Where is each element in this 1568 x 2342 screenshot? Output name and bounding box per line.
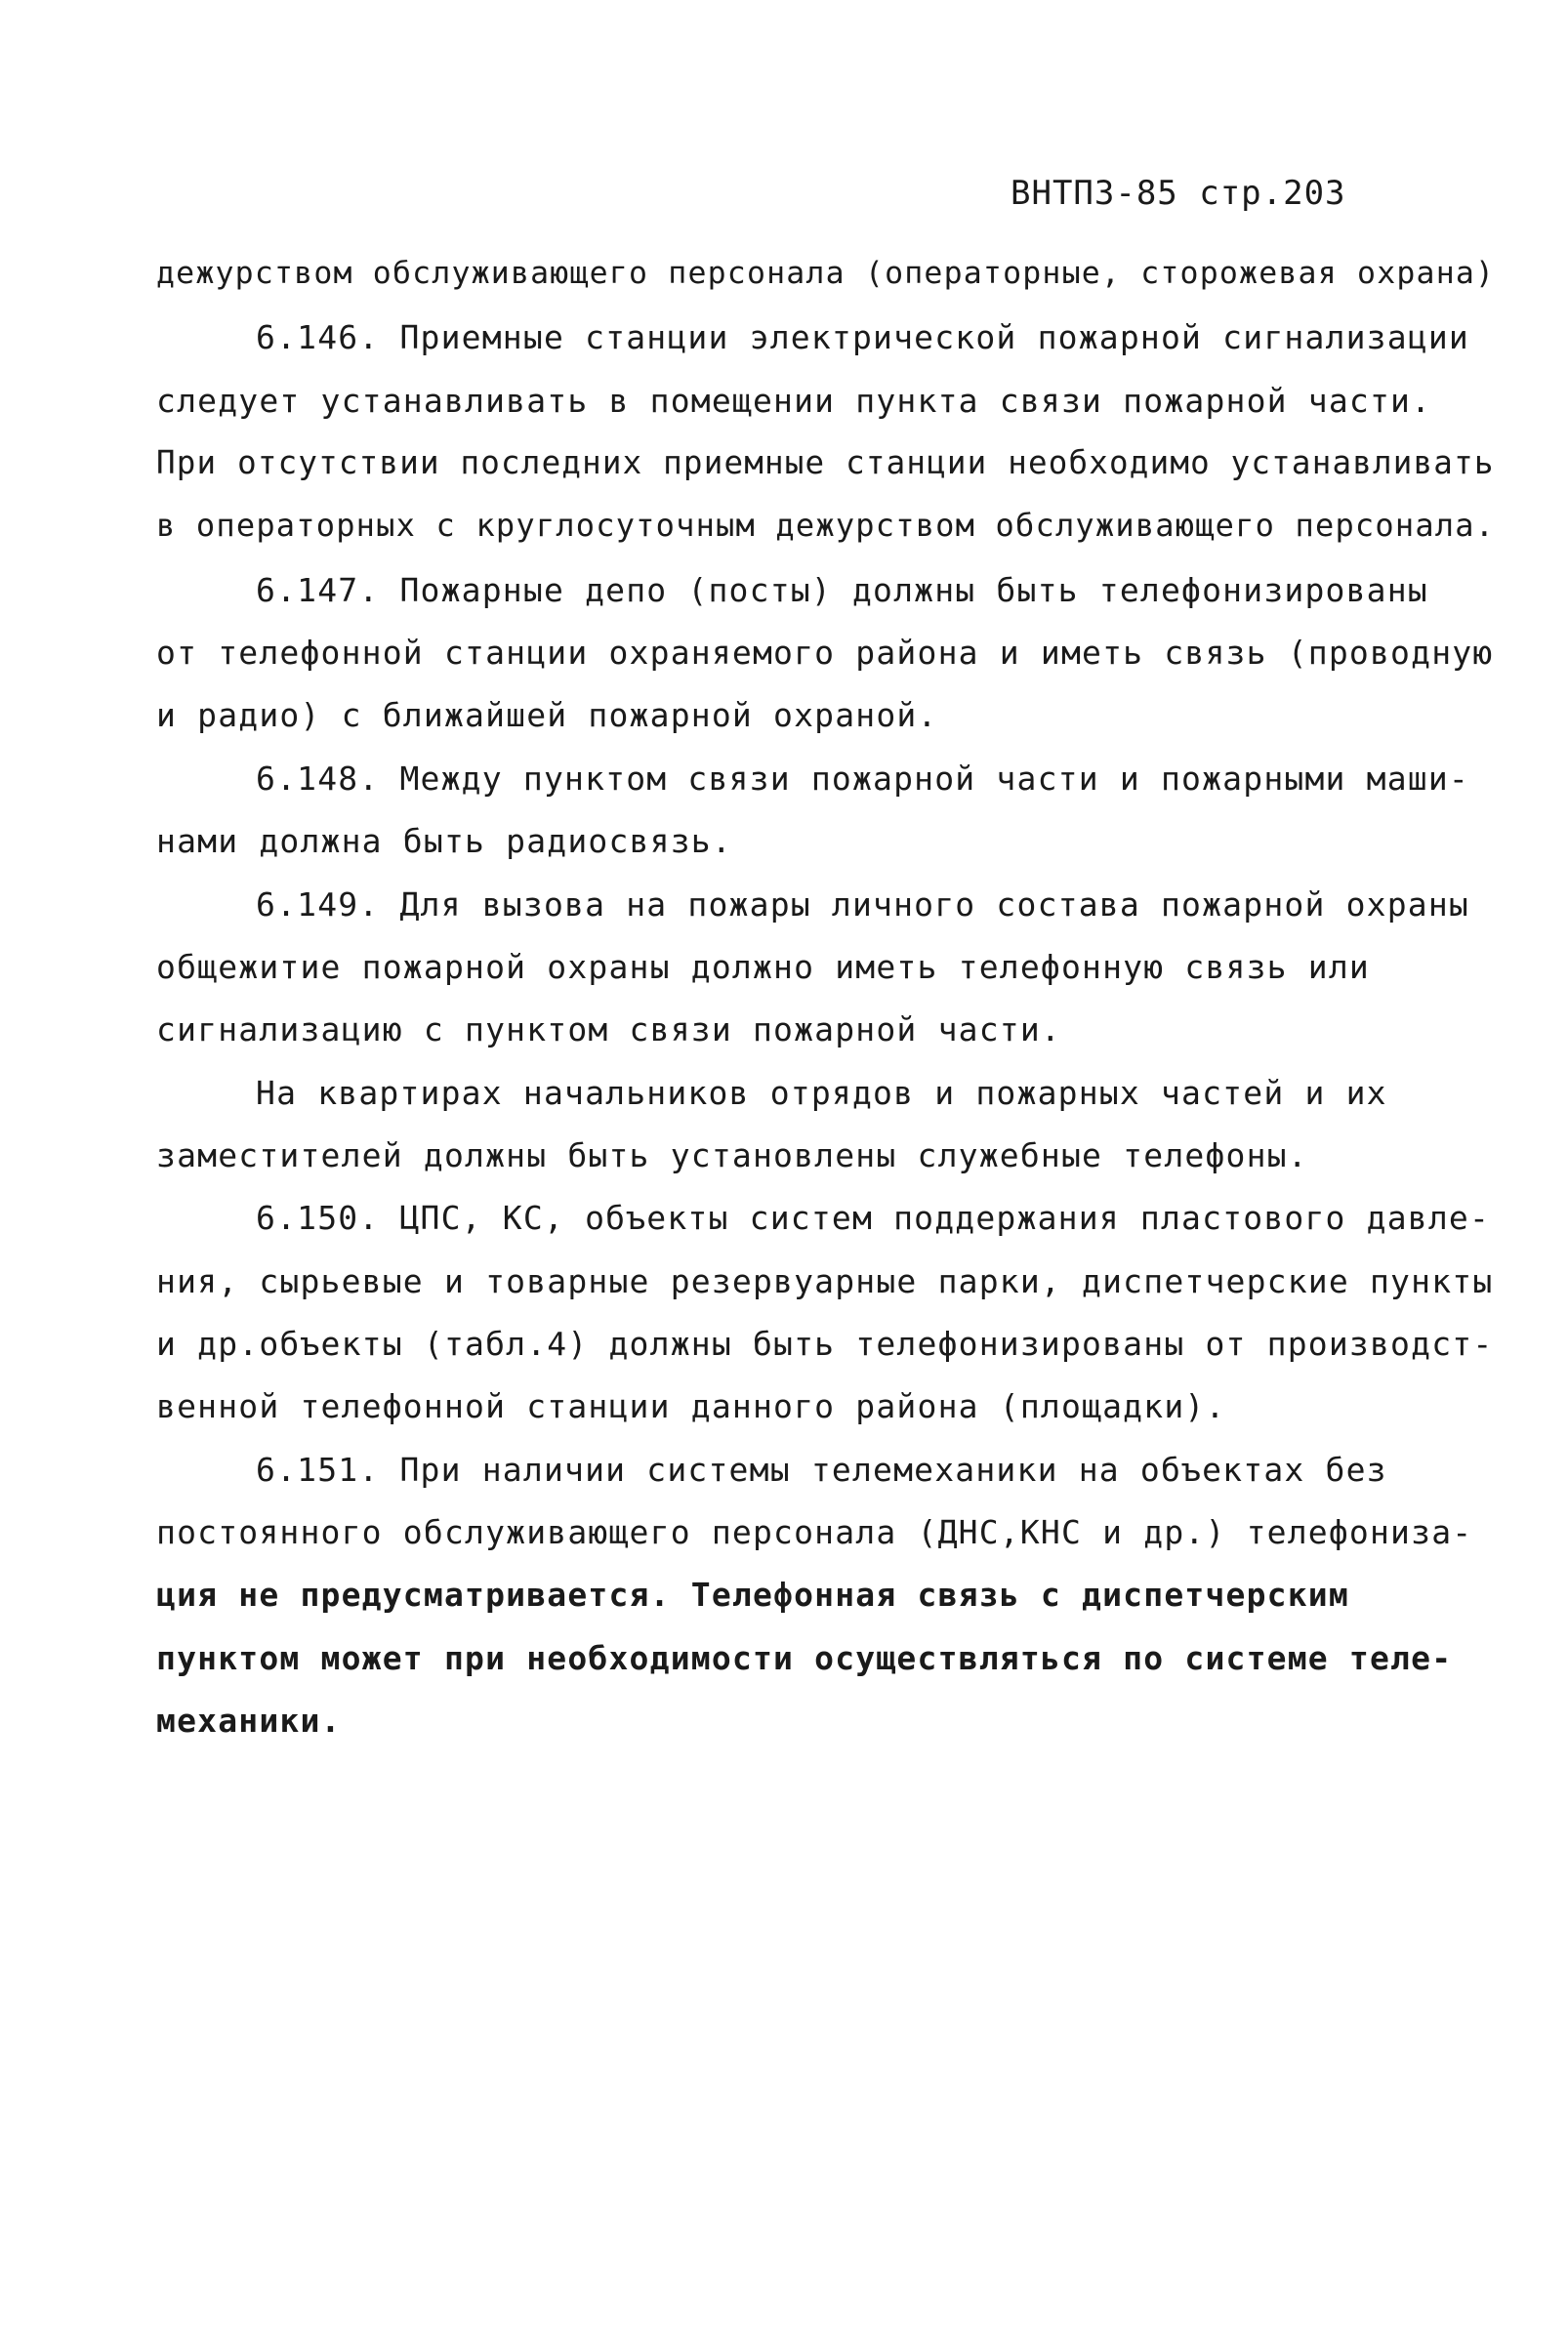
text-line: пунктом может при необходимости осуществляться по системе теле- xyxy=(156,1639,1453,1677)
text-line: ция не предусматривается. Телефонная связь с диспетчерским xyxy=(156,1576,1349,1614)
text-line: заместителей должны быть установлены служебные телефоны. xyxy=(156,1136,1308,1174)
text-line: сигнализацию с пунктом связи пожарной части. xyxy=(156,1010,1061,1048)
text-line: венной телефонной станции данного района (площадки). xyxy=(156,1387,1226,1425)
text-line: в операторных с круглосуточным дежурством обслуживающего персонала. xyxy=(156,507,1496,544)
text-line: общежитие пожарной охраны должно иметь телефонную связь или xyxy=(156,948,1370,986)
paragraph-6-151-line: 6.151. При наличии системы телемеханики на объектах без xyxy=(256,1451,1387,1489)
paragraph-6-148-line: 6.148. Между пунктом связи пожарной части и пожарными маши- xyxy=(256,760,1469,798)
text-line: от телефонной станции охраняемого района и иметь связь (проводную xyxy=(156,634,1494,672)
paragraph-6-150-line: 6.150. ЦПС, КС, объекты систем поддержания пластового давле- xyxy=(256,1199,1491,1237)
text-line: нами должна быть радиосвязь. xyxy=(156,822,732,860)
page-header-doc-ref: ВНТПЗ-85 стр.203 xyxy=(1011,174,1346,213)
paragraph-6-149-line: 6.149. Для вызова на пожары личного состава пожарной охраны xyxy=(256,885,1469,924)
text-line: следует устанавливать в помещении пункта связи пожарной части. xyxy=(156,382,1432,420)
text-line: постоянного обслуживающего персонала (ДНС,КНС и др.) телефониза- xyxy=(156,1513,1473,1551)
paragraph-6-146-line: 6.146. Приемные станции электрической пожарной сигнализации xyxy=(256,318,1469,356)
paragraph-line: На квартирах начальников отрядов и пожарных частей и их xyxy=(256,1074,1387,1112)
text-line: дежурством обслуживающего персонала (операторные, сторожевая охрана) xyxy=(156,256,1496,291)
text-line: механики. xyxy=(156,1702,342,1740)
text-line: и радио) с ближайшей пожарной охраной. xyxy=(156,696,938,734)
text-line: При отсутствии последних приемные станции необходимо устанавливать xyxy=(156,444,1495,481)
text-line: и др.объекты (табл.4) должны быть телефонизированы от производст- xyxy=(156,1325,1494,1363)
paragraph-6-147-line: 6.147. Пожарные депо (посты) должны быть телефонизированы xyxy=(256,571,1428,609)
text-line: ния, сырьевые и товарные резервуарные парки, диспетчерские пункты xyxy=(156,1262,1494,1300)
